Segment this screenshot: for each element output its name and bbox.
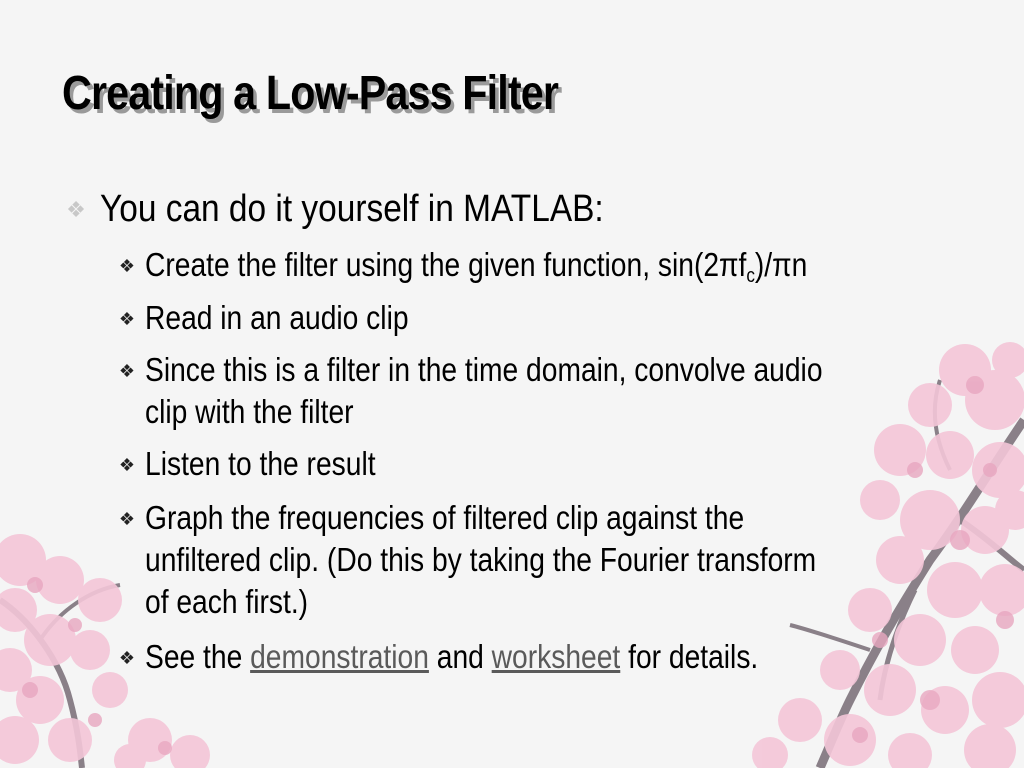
- sub-bullet-convolve: Since this is a filter in the time domain, convolve audio clip with the filter: [145, 351, 823, 430]
- sub-bullet-diamond-icon: ❖: [118, 455, 136, 475]
- sub-bullet-diamond-icon: ❖: [118, 256, 136, 276]
- main-bullet: You can do it yourself in MATLAB:: [100, 188, 604, 230]
- demonstration-link[interactable]: demonstration: [250, 638, 429, 675]
- slide-title: Creating a Low-Pass Filter: [62, 67, 559, 120]
- sub-bullet-graph-frequencies: Graph the frequencies of filtered clip against the unfiltered clip. (Do this by taking the Fourier transform of each first.): [145, 499, 817, 620]
- bullet-diamond-icon: ❖: [66, 197, 86, 222]
- sub-bullet-filter-function: Create the filter using the given function, $\sin(2\pi f_c)/\pi n$: [145, 246, 808, 287]
- worksheet-link[interactable]: worksheet: [491, 638, 621, 675]
- sub-bullet-diamond-icon: ❖: [118, 648, 136, 668]
- sub-bullet-see-details: See the demonstration and worksheet for details.: [145, 638, 759, 675]
- sub-bullet-diamond-icon: ❖: [118, 509, 136, 529]
- sub-bullet-read-audio: Read in an audio clip: [145, 299, 409, 336]
- sub-bullet-listen: Listen to the result: [145, 445, 376, 482]
- sub-bullet-diamond-icon: ❖: [118, 309, 136, 329]
- sub-bullet-diamond-icon: ❖: [118, 361, 136, 381]
